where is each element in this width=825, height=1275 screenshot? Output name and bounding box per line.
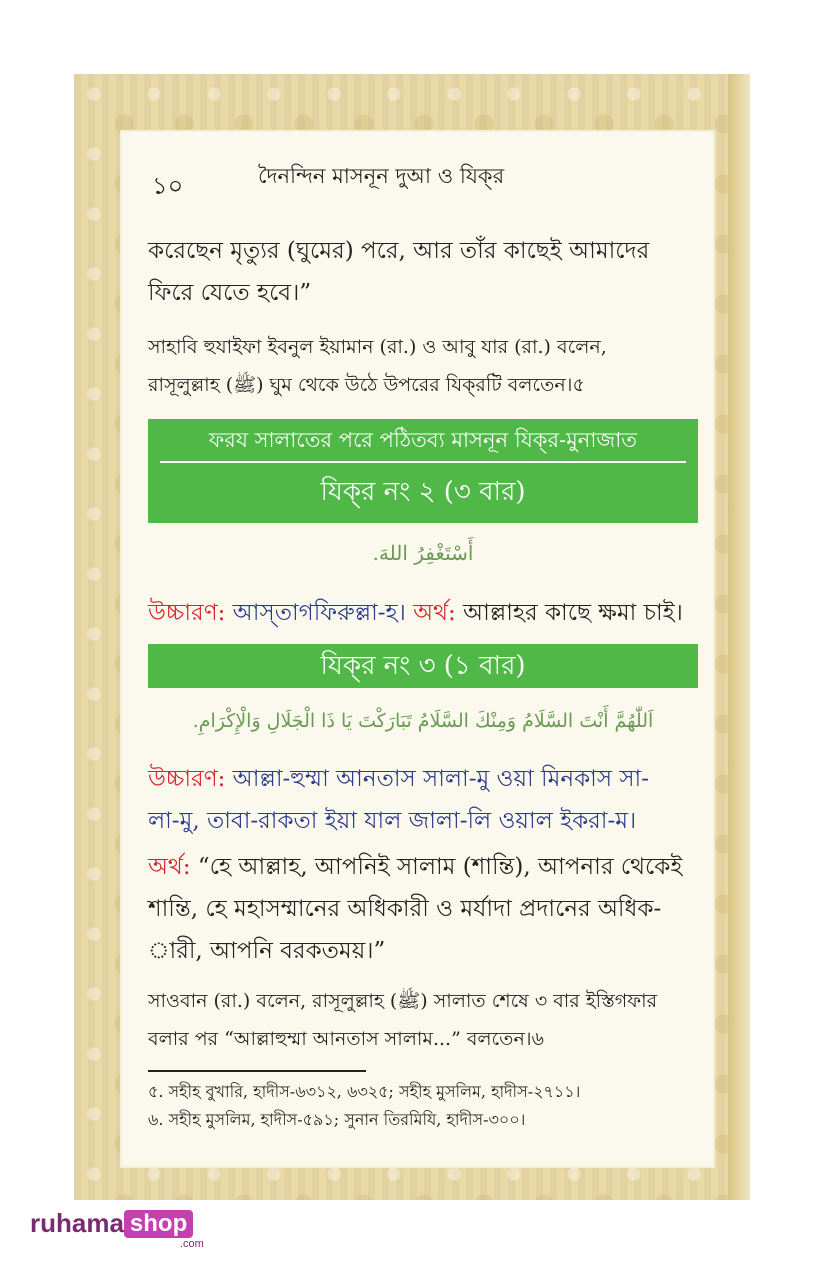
page-number: ১০ xyxy=(152,172,184,200)
pronunciation-line-2: লা-মু, তাবা-রাকতা ইয়া যাল জালা-লি ওয়াল ইকরা-ম। xyxy=(148,808,637,834)
section-banner xyxy=(148,419,698,523)
meaning-label: অর্থ: xyxy=(413,600,456,626)
zikr-2-pronunciation-line xyxy=(148,592,698,634)
narration-paragraph-2 xyxy=(148,982,698,1058)
zikr-3-pronunciation xyxy=(148,758,698,842)
meaning-label: অর্থ: xyxy=(148,854,191,880)
zikr-2-arabic: أَسْتَغْفِرُ اللهَ. xyxy=(372,541,474,565)
meaning-line-3: ারী, আপনি বরকতময়।” xyxy=(148,938,386,964)
narration1-line-2: রাসূলুল্লাহ (ﷺ) ঘুম থেকে উঠে উপরের যিক্‌রটি বলতেন।৫ xyxy=(148,374,585,396)
pronunciation-label: উচ্চারণ: xyxy=(148,600,226,626)
zikr-3-label: যিক্‌র নং ৩ (১ বার) xyxy=(320,651,526,681)
page-edge xyxy=(728,74,750,1200)
narration-paragraph-1 xyxy=(148,328,698,404)
footnotes xyxy=(148,1078,698,1134)
watermark-logo xyxy=(30,1208,204,1252)
page-content-card xyxy=(120,130,715,1168)
zikr-3-arabic: اَللّٰهُمَّ أَنْتَ السَّلَامُ وَمِنْكَ السَّلَامُ تَبَارَكْتَ يَا ذَا الْجَلَالِ وَالْإِكْرَامِ. xyxy=(192,710,654,732)
watermark-sub-text: .com xyxy=(180,1238,204,1250)
meaning-text: আল্লাহর কাছে ক্ষমা চাই। xyxy=(455,600,683,626)
footnote-rule xyxy=(148,1070,366,1072)
watermark-box-text: shop xyxy=(124,1210,193,1238)
meaning-line-1: “হে আল্লাহ, আপনিই সালাম (শান্তি), আপনার থেকেই xyxy=(190,854,683,880)
watermark-left-text: ruhama xyxy=(30,1208,124,1238)
intro-line-1: করেছেন মৃত্যুর (ঘুমের) পরে, আর তাঁর কাছেই আমাদের xyxy=(148,238,650,264)
zikr-2-label: যিক্‌র নং ২ (৩ বার) xyxy=(320,477,526,507)
footnote-6: ৬. সহীহ মুসলিম, হাদীস-৫৯১; সুনান তিরমিযি, হাদীস-৩০০। xyxy=(148,1110,526,1129)
pronunciation-line-1: আল্লা-হুম্মা আনতাস সালা-মু ওয়া মিনকাস সা- xyxy=(225,766,649,792)
narration2-line-1: সাওবান (রা.) বলেন, রাসূলুল্লাহ (ﷺ) সালাত শেষে ৩ বার ইস্তিগফার xyxy=(148,990,658,1012)
running-title: দৈনন্দিন মাসনূন দুআ ও যিক্‌র xyxy=(258,164,505,188)
page-header xyxy=(122,132,713,202)
zikr-3-meaning xyxy=(148,846,698,972)
section-heading: ফরয সালাতের পরে পঠিতব্য মাসনূন যিক্‌র-মুনাজাত xyxy=(208,428,638,452)
intro-paragraph xyxy=(148,230,698,314)
footnote-5: ৫. সহীহ বুখারি, হাদীস-৬৩১২, ৬৩২৫; সহীহ মুসলিম, হাদীস-২৭১১। xyxy=(148,1082,581,1101)
narration2-line-2: বলার পর “আল্লাহুম্মা আনতাস সালাম...” বলতেন।৬ xyxy=(148,1028,544,1050)
pronunciation-text: আস্‌তাগফিরুল্লা-হ। xyxy=(225,600,406,626)
meaning-line-2: শান্তি, হে মহাসম্মানের অধিকারী ও মর্যাদা প্রদানের অধিক- xyxy=(148,896,662,922)
pronunciation-label: উচ্চারণ: xyxy=(148,766,226,792)
zikr-3-banner xyxy=(148,644,698,688)
intro-line-2: ফিরে যেতে হবে।” xyxy=(148,280,312,306)
narration1-line-1: সাহাবি হুযাইফা ইবনুল ইয়ামান (রা.) ও আবু যার (রা.) বলেন, xyxy=(148,336,607,358)
